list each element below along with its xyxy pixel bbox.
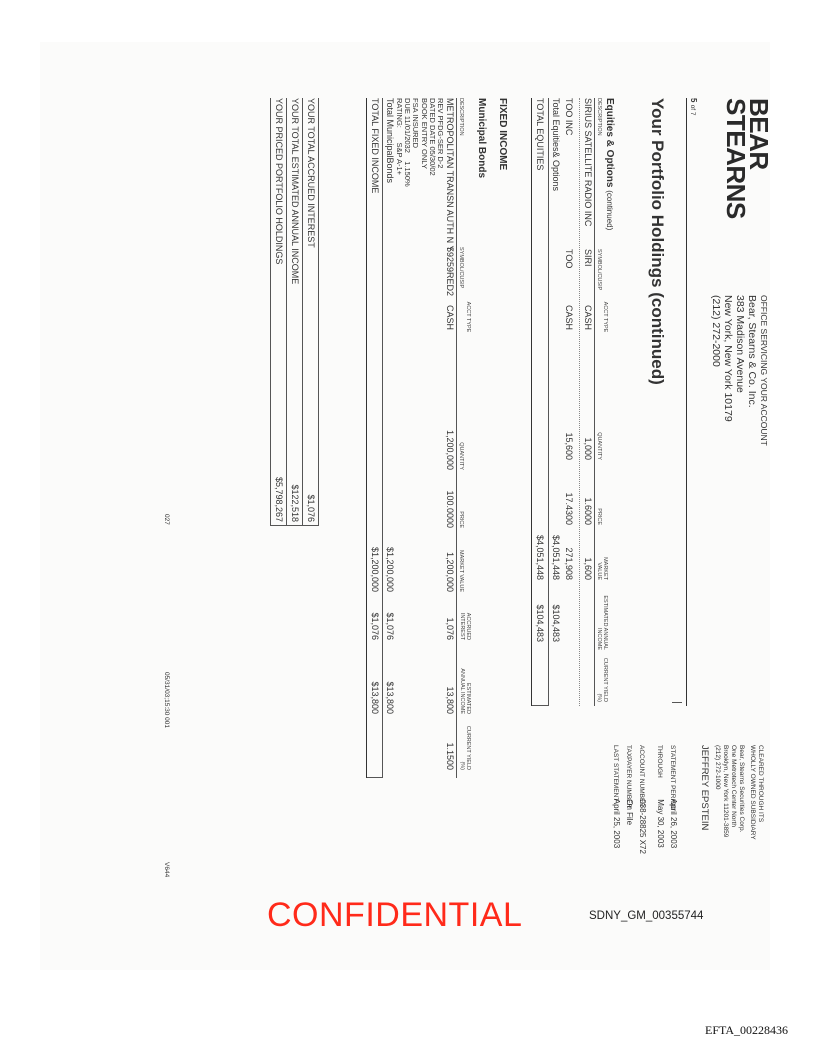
col-quantity: QUANTITY (458, 442, 464, 470)
col-symbol: SYMBOL/CUSIP (596, 249, 602, 291)
subtotal-rule (382, 98, 383, 778)
col-description: DESCRIPTION (596, 98, 602, 136)
page-number: 5 of 7 (689, 98, 698, 116)
rotated-statement: BEAR STEARNS 5 of 7 OFFICE SERVICING YOUR ACCOUNT Bear, Stearns & Co. Inc. 383 Madison Avenue New York, New York 10179 (212) 272-2000 CLEARED THROUGH ITS WHOLLY OWNED SUBSIDIARY Bear, Stearns Securities Corp. One Metrotech Center North Brooklyn, New York 11201-3859 (212) 272-1000 JEFFREY EPSTEIN STATEMENT PERIOD April 26, 2003 THROUGH May 30, 2003 ACCOUNT NUMBER 038-28825 X72 TAXPAYER NUMBER On File LAST STATEMENT April 25, 2003 Your Portfolio Holdings (continued) Equities & Options (continued) DESCRIPTION SYMBOL/CUSIP ACCT TYPE QUANTITY PRICE MARKET VALUE ESTIMATED ANNUAL INCOME CURRENT YIELD (%) SIRIUS SATELLITE RADIO INC SIRI CASH 1,000 1.6000 1,600 TOO INC TOO CASH 15,600 17.4300 271,908 Total Equities& Options $4,051,448 $104,483 TOTAL EQUITIES $4,051,448 $104,483 FIXED INCOME Municipal Bonds DESCRIPTION SYMBOL/CUSIP ACCT TYPE QUANTITY PRICE MARKET VALUE ACCRUED INTEREST ESTIMATED ANNUAL INCOME CURRENT YIELD (%) METROPOLITAN TRANSN AUTH N Y 59259RED2 CASH 1,200,000 100.0000 1,200,000 1,076 13,800 1.1500 REV PFDG-SER D-2 DATED DATE 05/30/02 BOOK ENTRY ONLY FSA INSURED DUE 11/01/2032 1.150% RATING: S&P A-1+ Total MunicipalBonds $1,200,000 $1,076 $13,800 TOTAL FIXED INCOME $1,200,000 $1,076 $13,800 YOUR TOTAL ACCRUED INTEREST $1,076 YOUR TOTAL ESTIMATED ANNUAL INCOME $122,518 YOUR PRICED PORTFOLIO HOLDINGS $5,798,267 027 05/31/03;15:30 001 V644 (163, 98, 774, 878)
row-separator (579, 98, 580, 706)
col-quantity: QUANTITY (596, 432, 602, 460)
col-market-value: MARKET VALUE (458, 550, 464, 592)
summary-rule (302, 98, 303, 526)
bear-stearns-logo: BEAR STEARNS (721, 98, 774, 219)
office-address: OFFICE SERVICING YOUR ACCOUNT Bear, Stearns & Co. Inc. 383 Madison Avenue New York, New York 10179 (212) 272-2000 (710, 295, 769, 446)
account-info: STATEMENT PERIOD April 26, 2003 THROUGH May 30, 2003 ACCOUNT NUMBER 038-28825 X72 TAXPAYER NUMBER On File LAST STATEMENT April 25, 2003 (612, 745, 678, 854)
confidential-stamp: CONFIDENTIAL (267, 896, 523, 934)
total-rule-end (532, 705, 548, 706)
col-acct-type: ACCT TYPE (602, 301, 608, 333)
col-est-income: ESTIMATED ANNUAL INCOME (596, 595, 608, 650)
col-price: PRICE (458, 511, 464, 528)
header-rule (686, 98, 687, 706)
subtotal-rule (548, 98, 549, 706)
col-yield: CURRENT YIELD (%) (459, 725, 471, 770)
col-market-value: MARKET VALUE (596, 557, 608, 580)
efta-number: EFTA_00228436 (705, 1023, 789, 1037)
col-symbol: SYMBOL/CUSIP (458, 247, 464, 289)
col-acct-type: ACCT TYPE (465, 301, 471, 333)
col-description: DESCRIPTION (458, 98, 464, 136)
footer-code: 027 (163, 514, 170, 525)
account-holder-name: JEFFREY EPSTEIN (699, 745, 710, 831)
footer-code: V644 (163, 862, 170, 878)
footer-timestamp: 05/31/03;15:30 001 (163, 672, 170, 729)
col-accrued: ACCRUED INTEREST (459, 612, 471, 640)
equities-heading: Equities & Options (continued) (604, 98, 615, 231)
equities-header-rule (594, 98, 595, 706)
municipal-bonds-heading: Municipal Bonds (476, 98, 487, 178)
cleared-through-block: CLEARED THROUGH ITS WHOLLY OWNED SUBSIDIARY Bear, Stearns Securities Corp. One Metrotech Center North Brooklyn, New York 11201-3859 (212) 272-1000 JEFFREY EPSTEIN (699, 745, 764, 840)
header-divider-tick (672, 702, 682, 703)
summary-rule (286, 98, 287, 526)
col-price: PRICE (596, 508, 602, 525)
summary-rule-end (271, 525, 319, 526)
summary-rule (270, 98, 271, 526)
col-yield: CURRENT YIELD (%) (596, 657, 608, 702)
fixed-header-rule (456, 98, 457, 778)
col-est-income: ESTIMATED ANNUAL INCOME (459, 668, 471, 714)
page-title: Your Portfolio Holdings (continued) (648, 98, 667, 385)
total-rule-end (367, 777, 383, 778)
summary-rule (318, 98, 319, 526)
total-rule (366, 98, 367, 778)
fixed-income-heading: FIXED INCOME (497, 98, 508, 171)
bond-details: REV PFDG-SER D-2 DATED DATE 05/30/02 BOOK ENTRY ONLY FSA INSURED DUE 11/01/2032 1.150% RATING: S&P A-1+ (394, 98, 445, 187)
total-rule (531, 98, 532, 706)
bates-number: SDNY_GM_00355744 (589, 910, 704, 922)
